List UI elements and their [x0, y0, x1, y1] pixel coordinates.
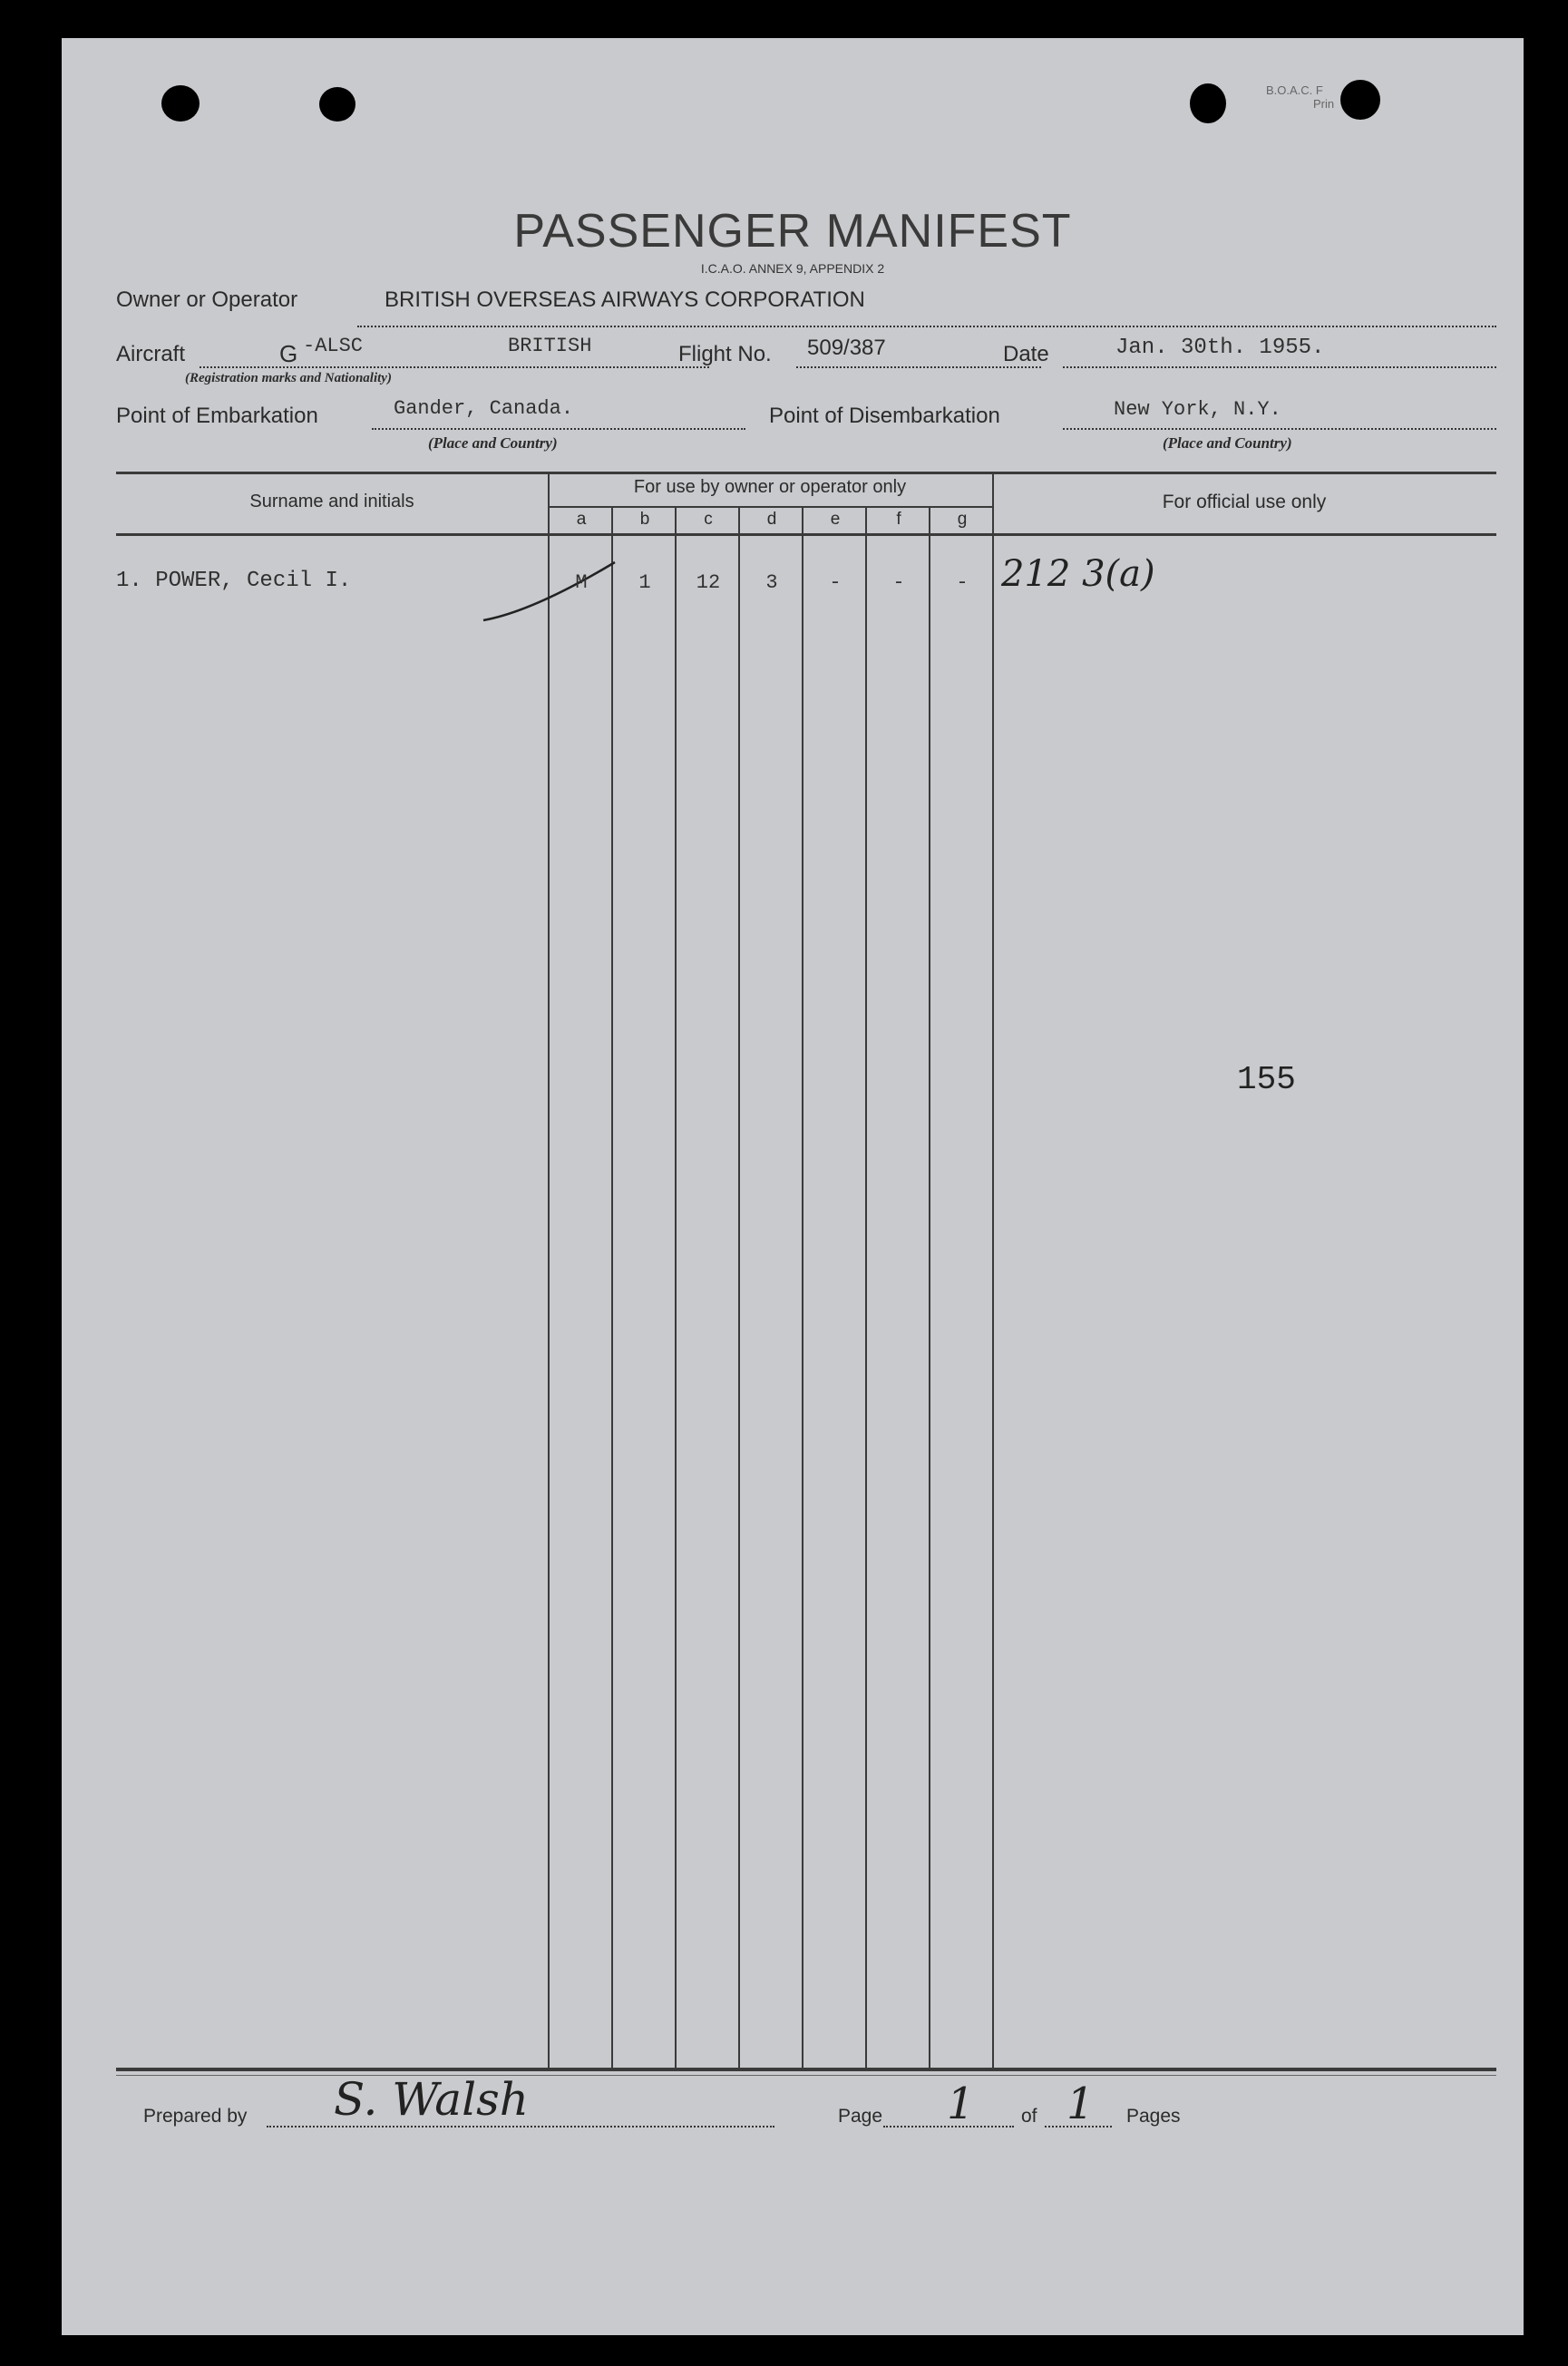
punch-hole-3	[1190, 83, 1226, 123]
page-value: 1	[947, 2079, 975, 2129]
row1-cell-g: -	[956, 571, 969, 594]
flight-value: 509/387	[807, 336, 886, 360]
table-col-sep-name	[548, 472, 550, 2069]
punch-hole-2	[319, 87, 355, 122]
embarkation-value: Gander, Canada.	[394, 397, 574, 420]
passenger-name: 1. POWER, Cecil I.	[116, 569, 352, 593]
table-col-sep-a-b	[611, 506, 613, 2069]
disembarkation-value: New York, N.Y.	[1114, 398, 1281, 421]
table-col-sep-c-d	[738, 506, 740, 2069]
disembarkation-underline	[1063, 428, 1496, 430]
col-header-d: d	[766, 510, 777, 529]
date-label: Date	[1003, 342, 1049, 366]
table-header-divider	[548, 506, 992, 508]
punch-hole-1	[161, 85, 200, 122]
aircraft-value-reg: -ALSC	[303, 335, 364, 357]
col-header-f: f	[896, 510, 901, 529]
page-label: Page	[838, 2106, 883, 2127]
col-header-c: c	[704, 510, 713, 529]
aircraft-caption: (Registration marks and Nationality)	[185, 371, 392, 385]
row1-cell-f: -	[892, 571, 905, 594]
table-col-sep-d-e	[802, 506, 803, 2069]
prepared-by-signature: S. Walsh	[334, 2073, 529, 2126]
table-col-sep-f-g	[929, 506, 930, 2069]
of-label: of	[1021, 2106, 1037, 2127]
official-header: For official use only	[1162, 492, 1327, 512]
table-col-sep-e-f	[865, 506, 867, 2069]
table-bottom-rule	[116, 2068, 1496, 2071]
col-header-b: b	[639, 510, 650, 529]
page-title: PASSENGER MANIFEST	[513, 205, 1072, 258]
embarkation-label: Point of Embarkation	[116, 404, 318, 428]
stamp-number: 155	[1237, 1061, 1296, 1098]
row1-cell-c: 12	[696, 571, 721, 594]
surname-header: Surname and initials	[249, 492, 414, 511]
owner-value: BRITISH OVERSEAS AIRWAYS CORPORATION	[385, 287, 865, 312]
prepared-by-label: Prepared by	[143, 2106, 248, 2127]
owner-underline	[357, 326, 1496, 327]
date-underline	[1063, 366, 1496, 368]
table-top-rule	[116, 472, 1496, 474]
disembarkation-caption: (Place and Country)	[1163, 434, 1292, 452]
row1-cell-e: -	[829, 571, 842, 594]
page-subtitle: I.C.A.O. ANNEX 9, APPENDIX 2	[700, 261, 885, 276]
col-header-a: a	[576, 510, 587, 529]
row1-official-note: 212 3(a)	[1001, 553, 1155, 595]
row1-cell-b: 1	[638, 571, 651, 594]
col-header-g: g	[957, 510, 968, 529]
aircraft-underline	[200, 366, 709, 368]
owner-label: Owner or Operator	[116, 287, 298, 312]
punch-hole-4	[1340, 80, 1380, 120]
col-header-e: e	[830, 510, 841, 529]
table-col-sep-b-c	[675, 506, 677, 2069]
manifest-page	[62, 38, 1524, 2335]
row1-cell-d: 3	[765, 571, 778, 594]
embarkation-underline	[372, 428, 745, 430]
table-bottom-rule-2	[116, 2075, 1496, 2076]
table-header-bottom-rule	[116, 533, 1496, 536]
table-col-sep-official	[992, 472, 994, 2069]
prepared-by-underline	[267, 2126, 774, 2127]
aircraft-label: Aircraft	[116, 342, 186, 366]
of-value: 1	[1066, 2079, 1095, 2129]
aircraft-value-prefix: G	[279, 340, 298, 367]
pages-label: Pages	[1126, 2106, 1181, 2127]
operator-header: For use by owner or operator only	[633, 477, 907, 497]
embarkation-caption: (Place and Country)	[428, 434, 558, 452]
flight-label: Flight No.	[678, 342, 772, 366]
disembarkation-label: Point of Disembarkation	[769, 404, 1000, 428]
form-code-line1: B.O.A.C. F	[1266, 83, 1323, 97]
aircraft-value-nationality: BRITISH	[508, 335, 592, 357]
form-code-line2: Prin	[1313, 97, 1335, 111]
row1-cell-a: M	[575, 571, 588, 594]
date-value: Jan. 30th. 1955.	[1115, 336, 1325, 360]
